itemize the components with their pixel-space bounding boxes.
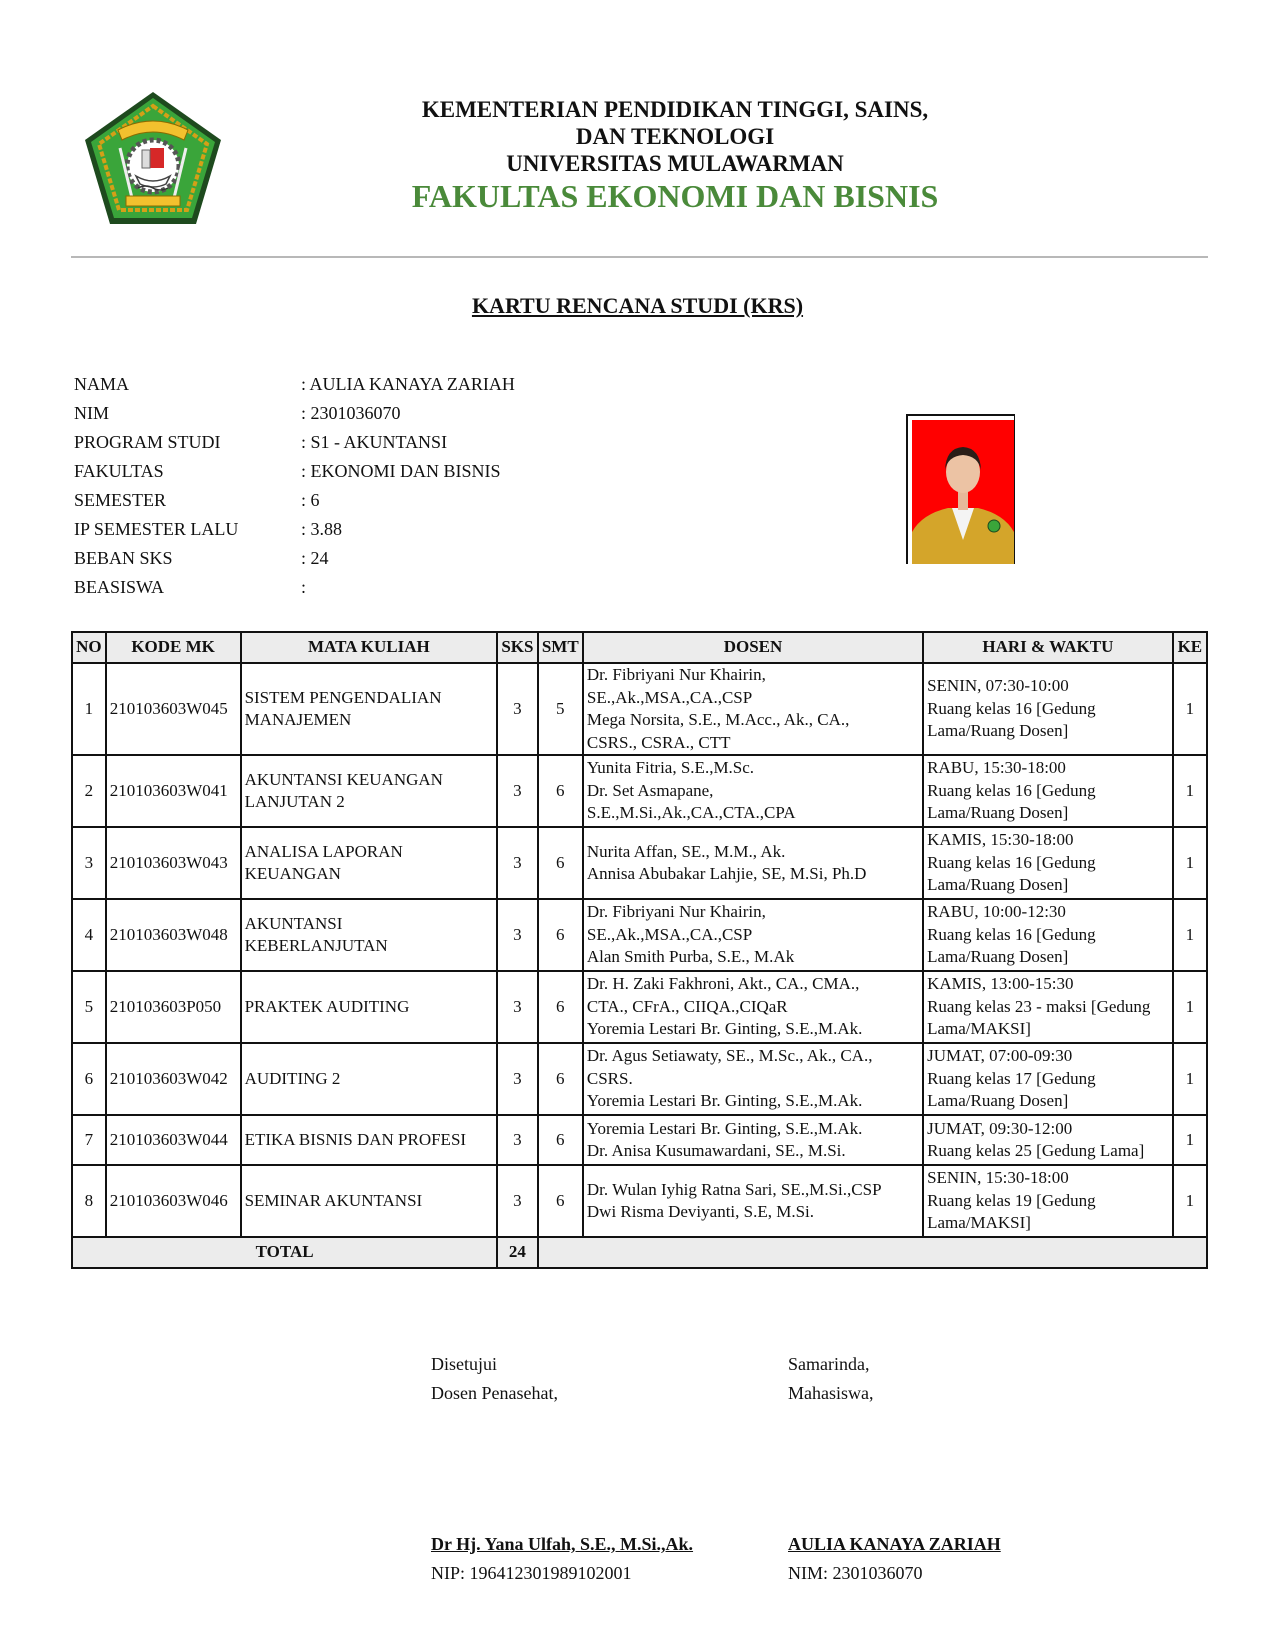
table-row: [72, 827, 1207, 899]
cell-dosen: [583, 1165, 923, 1237]
university-name: UNIVERSITAS MULAWARMAN: [506, 151, 844, 176]
cell-smt: 6: [538, 1115, 583, 1165]
text-line: Dwi Risma Deviyanti, S.E, M.Si.: [586, 1202, 815, 1221]
table-header-row: [72, 632, 1207, 663]
cell-mata-kuliah: [241, 755, 498, 827]
text-line: Lama/Ruang Dosen]: [927, 721, 1069, 741]
text-line: Dr. Wulan Iyhig Ratna Sari, SE.,M.Si.,CSP: [586, 1179, 882, 1199]
text-line: SE.,Ak.,MSA.,CA.,CSP: [586, 924, 753, 944]
info-row-beban-sks: [74, 544, 515, 573]
text-line: PRAKTEK AUDITING: [244, 996, 410, 1016]
info-row-semester: [74, 486, 515, 515]
text-line: Ruang kelas 25 [Gedung Lama]: [927, 1141, 1145, 1160]
cell-kode-mk: 210103603W046: [106, 1165, 241, 1237]
table-total-row: [72, 1237, 1207, 1268]
faculty-name: FAKULTAS EKONOMI DAN BISNIS: [411, 178, 939, 214]
text-line: RABU, 10:00-12:30: [927, 902, 1066, 922]
cell-dosen: [583, 827, 923, 899]
text-line: SE.,Ak.,MSA.,CA.,CSP: [586, 687, 753, 707]
cell-smt: 6: [538, 755, 583, 827]
table-row: [72, 755, 1207, 827]
cell-dosen: [583, 971, 923, 1043]
text-line: Lama/MAKSI]: [927, 1213, 1031, 1233]
text-line: ETIKA BISNIS DAN PROFESI: [244, 1129, 467, 1149]
cell-no: 7: [72, 1115, 106, 1165]
text-line: AKUNTANSI: [244, 913, 343, 933]
cell-ke: 1: [1173, 755, 1207, 827]
cell-sks: 3: [497, 1165, 537, 1237]
cell-ke: 1: [1173, 663, 1207, 755]
column-header-ke: KE: [1173, 632, 1207, 663]
cell-sks: 3: [497, 899, 537, 971]
cell-no: 5: [72, 971, 106, 1043]
cell-sks: 3: [497, 1043, 537, 1115]
text-line: Nurita Affan, SE., M.M., Ak.: [586, 841, 786, 861]
text-line: Ruang kelas 23 - maksi [Gedung: [927, 996, 1151, 1016]
info-value: : EKONOMI DAN BISNIS: [301, 461, 501, 481]
cell-sks: 3: [497, 755, 537, 827]
text-line: AUDITING 2: [244, 1068, 341, 1088]
text-line: Ruang kelas 17 [Gedung: [927, 1068, 1096, 1088]
table-row: [72, 899, 1207, 971]
cell-mata-kuliah: [241, 1115, 498, 1165]
cell-mata-kuliah: [241, 971, 498, 1043]
cell-kode-mk: 210103603W043: [106, 827, 241, 899]
column-header-dosen: DOSEN: [583, 632, 923, 663]
student-role-label: Mahasiswa,: [788, 1383, 874, 1403]
text-line: KAMIS, 15:30-18:00: [927, 830, 1074, 850]
text-line: Lama/Ruang Dosen]: [927, 947, 1069, 967]
cell-no: 6: [72, 1043, 106, 1115]
text-line: CTA., CFrA., CIIQA.,CIQaR: [586, 996, 788, 1016]
info-row-ip-semester-lalu: [74, 515, 515, 544]
text-line: Yoremia Lestari Br. Ginting, S.E.,M.Ak.: [586, 1118, 863, 1138]
student-signature-block: [788, 1350, 873, 1408]
info-row-beasiswa: [74, 573, 515, 602]
cell-hari-waktu: [923, 971, 1173, 1043]
advisor-role-label: Dosen Penasehat,: [431, 1383, 558, 1403]
advisor-signature-block: [431, 1350, 558, 1408]
column-header-hari-waktu: HARI & WAKTU: [923, 632, 1173, 663]
cell-no: 2: [72, 755, 106, 827]
info-label: BEASISWA: [74, 577, 165, 597]
info-label: PROGRAM STUDI: [74, 432, 221, 452]
cell-ke: 1: [1173, 971, 1207, 1043]
text-line: Dr. Agus Setiawaty, SE., M.Sc., Ak., CA.,: [586, 1046, 873, 1066]
cell-dosen: [583, 1043, 923, 1115]
cell-ke: 1: [1173, 1115, 1207, 1165]
signature-place-label: Samarinda,: [788, 1354, 870, 1374]
cell-no: 3: [72, 827, 106, 899]
cell-sks: 3: [497, 663, 537, 755]
text-line: Ruang kelas 19 [Gedung: [927, 1190, 1096, 1210]
info-label: NIM: [74, 403, 109, 423]
cell-dosen: [583, 1115, 923, 1165]
column-header-kode-mk: KODE MK: [106, 632, 241, 663]
text-line: ANALISA LAPORAN: [244, 841, 403, 861]
table-row: [72, 971, 1207, 1043]
text-line: Dr. Anisa Kusumawardani, SE., M.Si.: [586, 1141, 846, 1160]
cell-hari-waktu: [923, 663, 1173, 755]
text-line: Yoremia Lestari Br. Ginting, S.E.,M.Ak.: [586, 1019, 863, 1039]
info-label: BEBAN SKS: [74, 548, 173, 568]
student-photo: [912, 420, 1014, 564]
text-line: JUMAT, 07:00-09:30: [927, 1046, 1073, 1066]
cell-smt: 6: [538, 1165, 583, 1237]
text-line: Alan Smith Purba, S.E., M.Ak: [586, 947, 795, 967]
cell-kode-mk: 210103603W045: [106, 663, 241, 755]
text-line: Lama/Ruang Dosen]: [927, 1091, 1069, 1111]
info-value: : 24: [301, 548, 329, 568]
table-row: [72, 1165, 1207, 1237]
cell-mata-kuliah: [241, 1043, 498, 1115]
info-value: : S1 - AKUNTANSI: [301, 432, 448, 452]
info-value: : 6: [301, 490, 320, 510]
cell-dosen: [583, 899, 923, 971]
text-line: Annisa Abubakar Lahjie, SE, M.Si, Ph.D: [586, 864, 867, 883]
text-line: Yunita Fitria, S.E.,M.Sc.: [586, 758, 755, 778]
text-line: Ruang kelas 16 [Gedung: [927, 698, 1096, 718]
text-line: Lama/Ruang Dosen]: [927, 875, 1069, 895]
info-row-nim: [74, 399, 515, 428]
cell-hari-waktu: [923, 827, 1173, 899]
text-line: Ruang kelas 16 [Gedung: [927, 924, 1096, 944]
total-label: TOTAL: [72, 1237, 497, 1268]
cell-smt: 5: [538, 663, 583, 755]
info-label: SEMESTER: [74, 490, 167, 510]
text-line: Ruang kelas 16 [Gedung: [927, 852, 1096, 872]
text-line: Dr. Fibriyani Nur Khairin,: [586, 902, 766, 922]
cell-kode-mk: 210103603W042: [106, 1043, 241, 1115]
advisor-name: Dr Hj. Yana Ulfah, S.E., M.Si.,Ak.: [431, 1534, 694, 1554]
cell-dosen: [583, 663, 923, 755]
page-title: KARTU RENCANA STUDI (KRS): [471, 293, 804, 318]
info-row-nama: [74, 370, 515, 399]
universitas-mulawarman-crest-icon: [80, 88, 226, 230]
text-line: Ruang kelas 16 [Gedung: [927, 780, 1096, 800]
advisor-nip: NIP: 196412301989102001: [431, 1563, 632, 1583]
student-photo-frame: [906, 414, 1015, 564]
table-row: [72, 1043, 1207, 1115]
text-line: Yoremia Lestari Br. Ginting, S.E.,M.Ak.: [586, 1091, 863, 1111]
cell-kode-mk: 210103603W041: [106, 755, 241, 827]
info-value: : 3.88: [301, 519, 343, 539]
cell-kode-mk: 210103603P050: [106, 971, 241, 1043]
student-name-block: [788, 1530, 1001, 1588]
text-line: KEBERLANJUTAN: [244, 936, 388, 955]
cell-hari-waktu: [923, 1043, 1173, 1115]
text-line: Lama/MAKSI]: [927, 1019, 1031, 1039]
cell-ke: 1: [1173, 1165, 1207, 1237]
info-row-fakultas: [74, 457, 515, 486]
cell-smt: 6: [538, 971, 583, 1043]
cell-smt: 6: [538, 899, 583, 971]
ministry-line-1: KEMENTERIAN PENDIDIKAN TINGGI, SAINS,: [421, 97, 929, 122]
cell-mata-kuliah: [241, 1165, 498, 1237]
text-line: CSRS., CSRA., CTT: [586, 732, 731, 752]
cell-kode-mk: 210103603W048: [106, 899, 241, 971]
cell-ke: 1: [1173, 1043, 1207, 1115]
table-row: [72, 663, 1207, 755]
cell-hari-waktu: [923, 1115, 1173, 1165]
student-nim: NIM: 2301036070: [788, 1563, 923, 1583]
cell-no: 1: [72, 663, 106, 755]
total-empty-cell: [538, 1237, 1207, 1268]
text-line: Mega Norsita, S.E., M.Acc., Ak., CA.,: [586, 710, 850, 729]
advisor-name-block: [431, 1530, 693, 1588]
header-divider: [71, 256, 1208, 258]
text-line: Lama/Ruang Dosen]: [927, 803, 1069, 823]
column-header-mata-kuliah: MATA KULIAH: [241, 632, 498, 663]
university-logo: [80, 88, 226, 230]
info-row-program-studi: [74, 428, 515, 457]
cell-sks: 3: [497, 971, 537, 1043]
text-line: SENIN, 07:30-10:00: [927, 676, 1069, 696]
text-line: RABU, 15:30-18:00: [927, 758, 1066, 778]
total-sks: 24: [497, 1237, 537, 1268]
cell-ke: 1: [1173, 899, 1207, 971]
cell-ke: 1: [1173, 827, 1207, 899]
cell-mata-kuliah: [241, 663, 498, 755]
column-header-no: NO: [72, 632, 106, 663]
text-line: SEMINAR AKUNTANSI: [244, 1190, 423, 1210]
info-value: :: [301, 577, 307, 597]
text-line: Dr. H. Zaki Fakhroni, Akt., CA., CMA.,: [586, 974, 860, 994]
student-portrait-icon: [912, 420, 1014, 564]
cell-smt: 6: [538, 827, 583, 899]
info-label: NAMA: [74, 374, 130, 394]
text-line: Dr. Fibriyani Nur Khairin,: [586, 665, 766, 684]
student-name: AULIA KANAYA ZARIAH: [788, 1534, 1001, 1554]
advisor-approval-label: Disetujui: [431, 1354, 497, 1374]
column-header-sks: SKS: [497, 632, 537, 663]
cell-sks: 3: [497, 1115, 537, 1165]
cell-no: 8: [72, 1165, 106, 1237]
institution-header: [380, 96, 970, 215]
cell-hari-waktu: [923, 899, 1173, 971]
text-line: LANJUTAN 2: [244, 792, 345, 811]
cell-sks: 3: [497, 827, 537, 899]
info-label: IP SEMESTER LALU: [74, 519, 239, 539]
text-line: AKUNTANSI KEUANGAN: [244, 769, 443, 789]
text-line: CSRS.: [586, 1068, 633, 1088]
cell-no: 4: [72, 899, 106, 971]
text-line: KEUANGAN: [244, 864, 341, 883]
ministry-line-2: DAN TEKNOLOGI: [575, 124, 775, 149]
text-line: MANAJEMEN: [244, 710, 352, 729]
text-line: SENIN, 15:30-18:00: [927, 1168, 1069, 1188]
text-line: KAMIS, 13:00-15:30: [927, 974, 1074, 994]
info-label: FAKULTAS: [74, 461, 164, 481]
cell-kode-mk: 210103603W044: [106, 1115, 241, 1165]
cell-mata-kuliah: [241, 899, 498, 971]
cell-hari-waktu: [923, 1165, 1173, 1237]
info-value: : AULIA KANAYA ZARIAH: [301, 374, 515, 394]
info-value: : 2301036070: [301, 403, 401, 423]
student-info: [74, 370, 515, 602]
text-line: SISTEM PENGENDALIAN: [244, 687, 442, 707]
text-line: Dr. Set Asmapane,: [586, 780, 714, 800]
cell-smt: 6: [538, 1043, 583, 1115]
text-line: JUMAT, 09:30-12:00: [927, 1118, 1073, 1138]
cell-dosen: [583, 755, 923, 827]
krs-table: [71, 631, 1208, 1269]
cell-mata-kuliah: [241, 827, 498, 899]
column-header-smt: SMT: [538, 632, 583, 663]
table-row: [72, 1115, 1207, 1165]
text-line: S.E.,M.Si.,Ak.,CA.,CTA.,CPA: [586, 803, 796, 823]
cell-hari-waktu: [923, 755, 1173, 827]
